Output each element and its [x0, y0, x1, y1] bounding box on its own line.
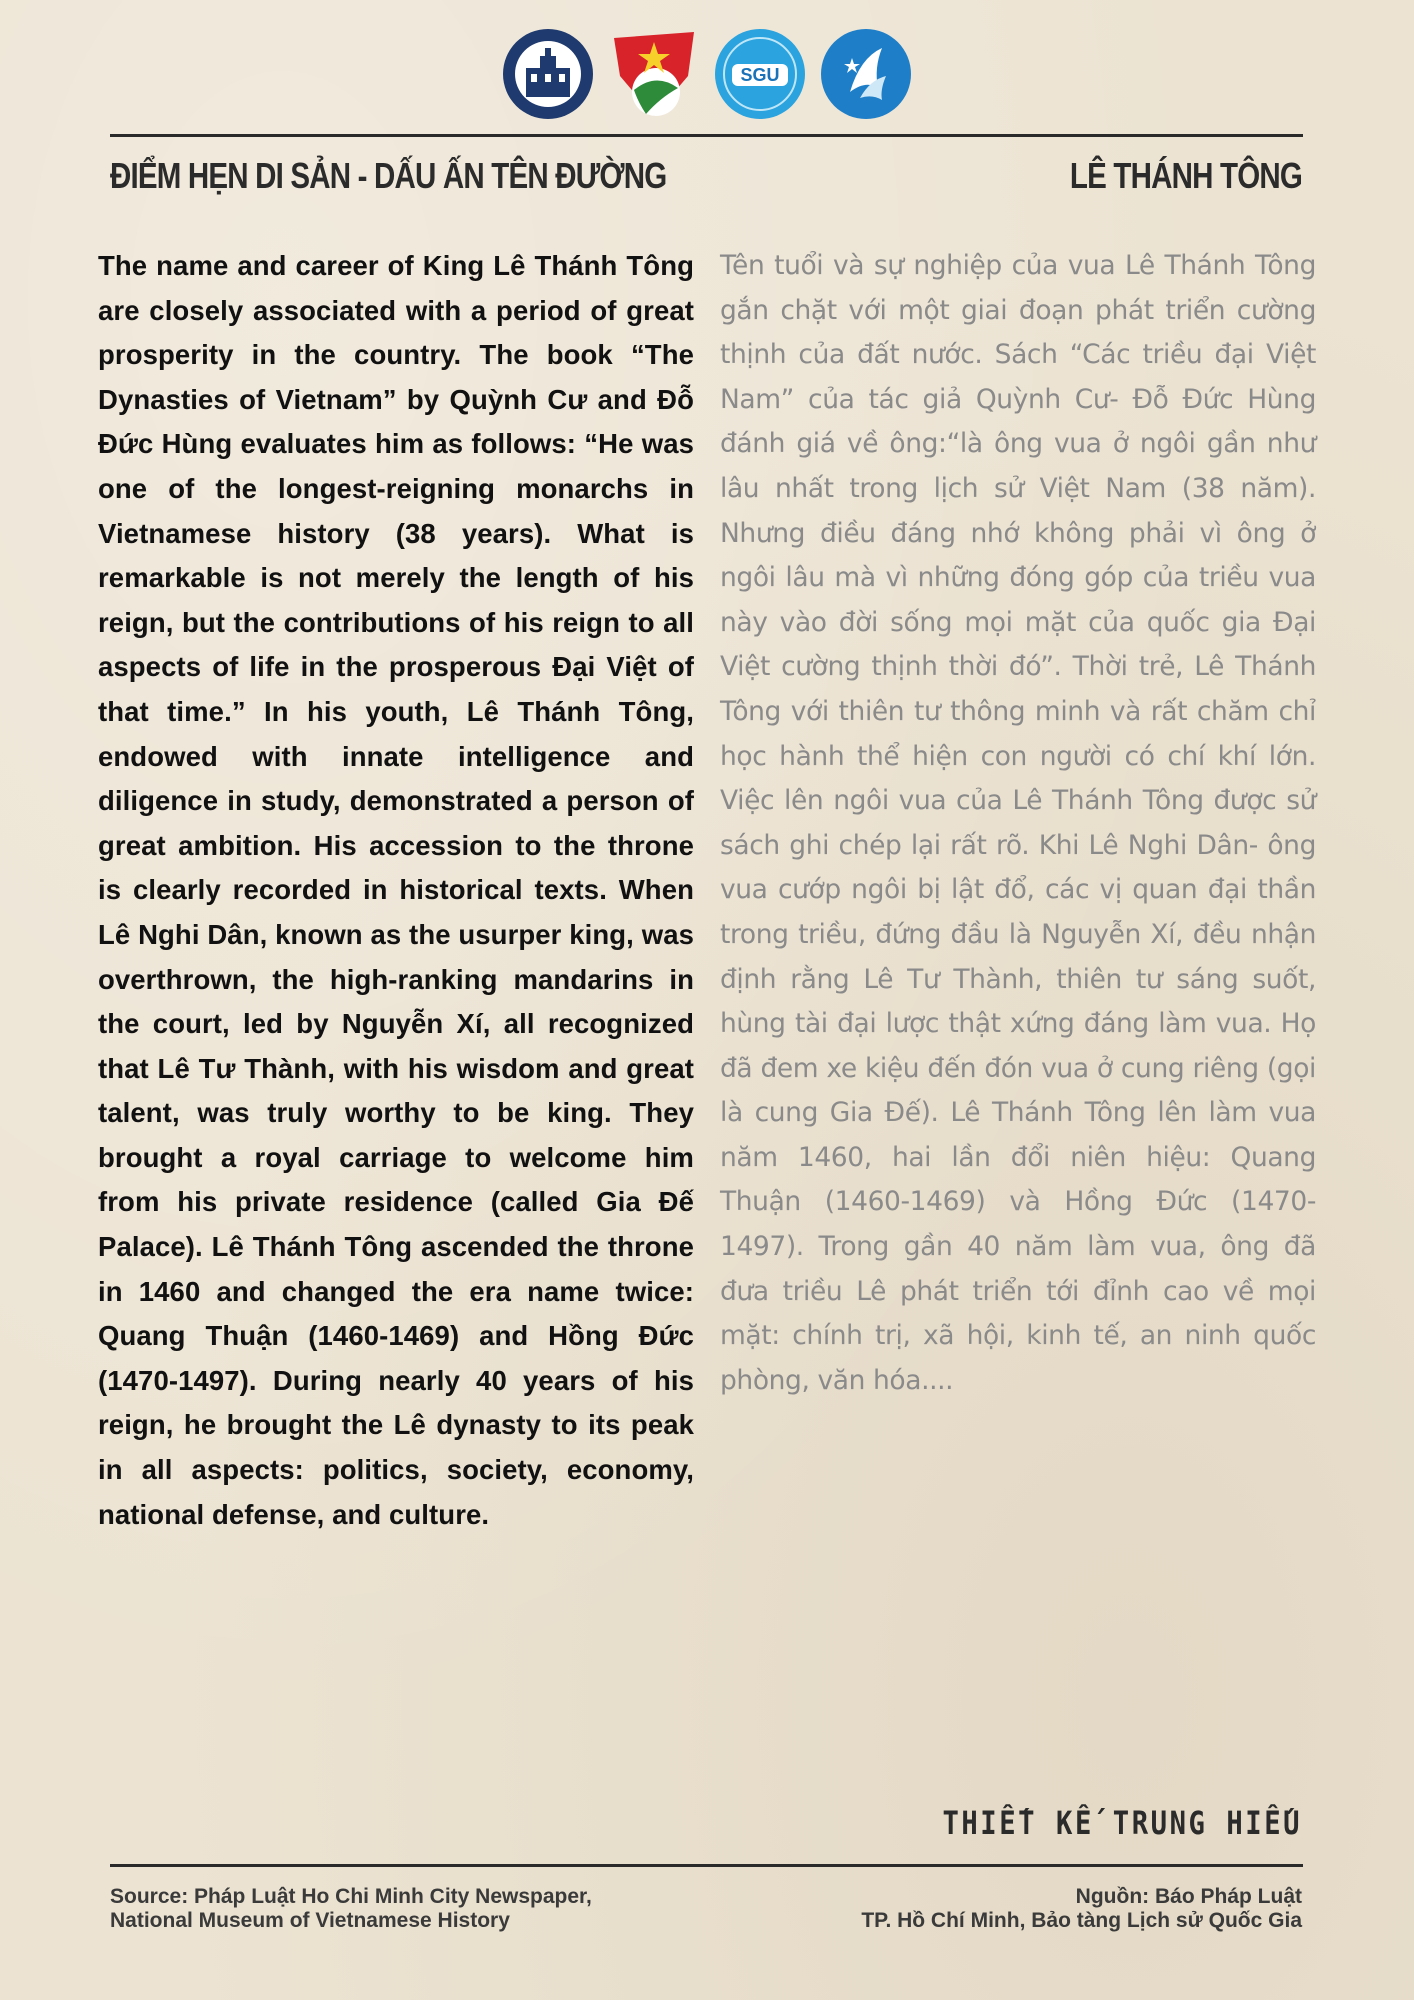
english-body-text: The name and career of King Lê Thánh Tông are closely associated with a period of great prosperity in the country. The book “The Dynasties of Vietnam” by Quỳnh Cư and Đỗ Đức Hùng evaluates him as follows: “He was one of the longest-reigning monarchs in Vietnamese history (38 years). What is remarkable is not merely the length of his reign, but the contributions of his reign to all aspects of life in the prosperous Đại Việt of that time.” In his youth, Lê Thánh Tông, endowed with innate intelligence and diligence in study, demonstrated a person of great ambition. His accession to the throne is clearly recorded in historical texts. When Lê Nghi Dân, known as the usurper king, was overthrown, the high-ranking mandarins in the court, led by Nguyễn Xí, all recognized that Lê Tư Thành, with his wisdom and great talent, was truly worthy to be king. They brought a royal carriage to welcome him from his private residence (called Gia Đế Palace). Lê Thánh Tông ascended the throne in 1460 and changed the era name twice: Quang Thuận (1460-1469) and Hồng Đức (1470-1497). During nearly 40 years of his reign, he brought the Lê dynasty to its peak in all aspects: politics, society, economy, national defense, and culture.: [98, 250, 694, 1530]
vietnam-students-association-logo: [820, 28, 912, 120]
source-english-line-2: National Museum of Vietnamese History: [110, 1909, 510, 1932]
source-english: [110, 1885, 592, 1933]
youth-union-logo: [608, 28, 700, 120]
source-vietnamese: [861, 1885, 1302, 1933]
source-vietnamese-line-1: Nguồn: Báo Pháp Luật: [1075, 1885, 1302, 1908]
footer-divider: [110, 1864, 1303, 1867]
source-vietnamese-line-2: TP. Hồ Chí Minh, Bảo tàng Lịch sử Quốc Gia: [861, 1909, 1302, 1932]
logo-row: [0, 28, 1414, 128]
header-divider: [110, 134, 1303, 137]
series-title: ĐIỂM HẸN DI SẢN - DẤU ẤN TÊN ĐƯỜNG: [110, 155, 667, 196]
ben-thanh-ward-logo: [502, 28, 594, 120]
sgu-logo: [714, 28, 806, 120]
source-english-line-1: Source: Pháp Luật Ho Chi Minh City Newspaper,: [110, 1885, 592, 1908]
street-name-title: LÊ THÁNH TÔNG: [1069, 155, 1302, 196]
sgu-logo-text: SGU: [740, 65, 780, 85]
designer-credit: THIẾT KẾ TRUNG HIẾU: [942, 1804, 1302, 1842]
vietnamese-body-text: Tên tuổi và sự nghiệp của vua Lê Thánh Tông gắn chặt với một giai đoạn phát triển cường thịnh của đất nước. Sách “Các triều đại Việt Nam” của tác giả Quỳnh Cư- Đỗ Đức Hùng đánh giá về ông:“là ông vua ở ngôi gần như lâu nhất trong lịch sử Việt Nam (38 năm). Nhưng điều đáng nhớ không phải vì ông ở ngôi lâu mà vì những đóng góp của triều vua này vào đời sống mọi mặt của quốc gia Đại Việt cường thịnh thời đó”. Thời trẻ, Lê Thánh Tông với thiên tư thông minh và rất chăm chỉ học hành thể hiện con người có chí khí lớn. Việc lên ngôi vua của Lê Thánh Tông được sử sách ghi chép lại rất rõ. Khi Lê Nghi Dân- ông vua cướp ngôi bị lật đổ, các vị quan đại thần trong triều, đứng đầu là Nguyễn Xí, đều nhận định rằng Lê Tư Thành, thiên tư sáng suốt, hùng tài đại lược thật xứng đáng làm vua. Họ đã đem xe kiệu đến đón vua ở cung riêng (gọi là cung Gia Đế). Lê Thánh Tông lên làm vua năm 1460, hai lần đổi niên hiệu: Quang Thuận (1460-1469) và Hồng Đức (1470-1497). Trong gần 40 năm làm vua, ông đã đưa triều Lê phát triển tới đỉnh cao về mọi mặt: chính trị, xã hội, kinh tế, an ninh quốc phòng, văn hóa....: [720, 250, 1316, 1396]
